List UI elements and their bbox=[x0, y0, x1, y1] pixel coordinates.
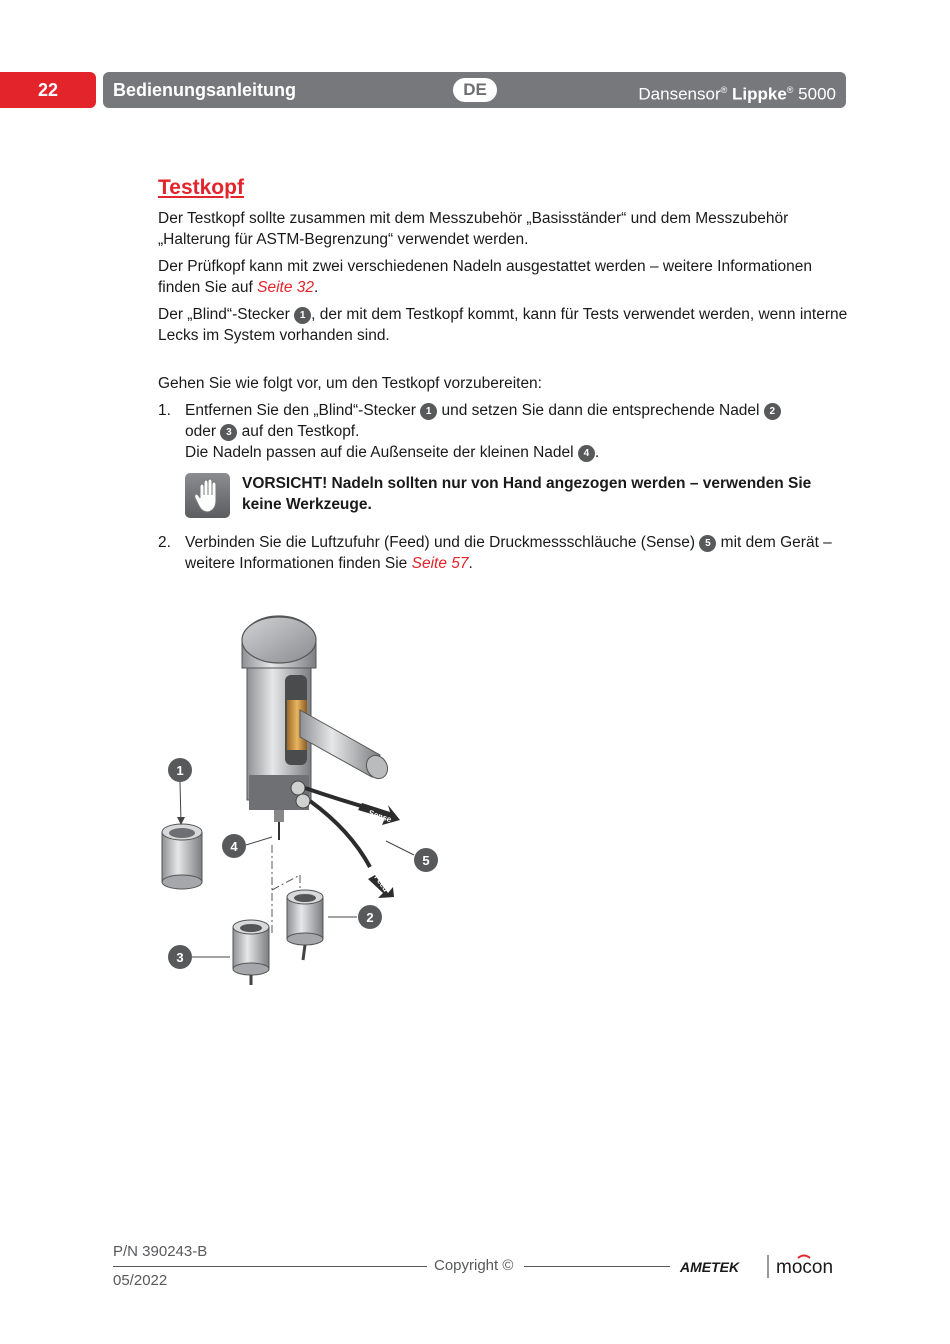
paragraph-3: Der „Blind“-Stecker 1 , der mit dem Testkopf kommt, kann für Tests verwendet werden, wenn interne Lecks im System vorhanden sind. bbox=[158, 306, 848, 344]
section-title: Testkopf bbox=[158, 176, 244, 199]
callout-3 bbox=[168, 945, 192, 969]
feed-arrow bbox=[368, 873, 394, 898]
step-1: 1. Entfernen Sie den „Blind“-Stecker 1 und setzen Sie dann die entsprechende Nadel 2 oder 3 auf den Testkopf. Die Nadeln passen auf die Außenseite der kleinen Nadel 4 . VORSICHT! Nadeln sollten nur von Hand angezogen werden – verwenden Sie keine Werkzeuge. bbox=[158, 400, 848, 518]
needle-2 bbox=[287, 890, 323, 960]
paragraph-1: Der Testkopf sollte zusammen mit dem Messzubehör „Basisständer“ und dem Messzubehör „Halterung für ASTM-Begrenzung“ verwendet werden. bbox=[158, 210, 789, 248]
callout-badge: 4 bbox=[578, 445, 595, 462]
blind-plug bbox=[162, 824, 202, 889]
callout-badge: 1 bbox=[294, 307, 311, 324]
callout-4 bbox=[222, 834, 246, 858]
svg-text:3: 3 bbox=[176, 950, 184, 965]
procedure-intro: Gehen Sie wie folgt vor, um den Testkopf vorzubereiten: bbox=[158, 375, 542, 392]
test-head-arm bbox=[300, 710, 392, 782]
svg-text:AMETEK: AMETEK bbox=[680, 1259, 740, 1275]
page-number: 22 bbox=[0, 72, 96, 108]
test-head-illustration bbox=[150, 605, 460, 1000]
page-link-57[interactable]: Seite 57 bbox=[411, 555, 469, 572]
document-title: Bedienungsanleitung bbox=[113, 80, 297, 100]
hand-stop-icon bbox=[185, 473, 230, 518]
ametek-logo bbox=[678, 1252, 840, 1287]
caution-text: VORSICHT! Nadeln sollten nur von Hand angezogen werden – verwenden Sie keine Werkzeuge. bbox=[242, 475, 812, 513]
procedure-steps bbox=[158, 400, 848, 574]
paragraph-2: Der Prüfkopf kann mit zwei verschiedenen Nadeln ausgestattet werden – weitere Informationen finden Sie auf Seite 32. bbox=[158, 258, 812, 296]
sense-arrow bbox=[358, 803, 400, 825]
page-link-32[interactable]: Seite 32 bbox=[257, 279, 314, 296]
sense-label: Sense bbox=[367, 808, 393, 825]
part-number: P/N 390243-B bbox=[113, 1243, 208, 1260]
footer-divider-right bbox=[524, 1266, 670, 1267]
callout-2 bbox=[358, 905, 382, 929]
callout-badge: 3 bbox=[220, 424, 237, 441]
callout-badge: 2 bbox=[764, 403, 781, 420]
caution-box bbox=[185, 473, 848, 518]
step-2: 2. Verbinden Sie die Luftzufuhr (Feed) und die Druckmessschläuche (Sense) 5 mit dem Gerät – weitere Informationen finden Sie Seite 57. bbox=[158, 534, 832, 572]
callout-5 bbox=[414, 848, 438, 872]
needle-3 bbox=[233, 920, 269, 985]
copyright: Copyright © bbox=[434, 1257, 514, 1274]
document-date: 05/2022 bbox=[113, 1272, 168, 1289]
callout-badge: 5 bbox=[699, 535, 716, 552]
feed-label: Feed bbox=[372, 872, 391, 894]
callout-badge: 1 bbox=[420, 403, 437, 420]
svg-text:4: 4 bbox=[230, 839, 238, 854]
header-bar bbox=[103, 72, 846, 108]
language-badge: DE bbox=[453, 78, 497, 102]
svg-text:2: 2 bbox=[366, 910, 374, 925]
svg-text:1: 1 bbox=[176, 763, 184, 778]
footer-divider-left bbox=[113, 1266, 427, 1267]
product-name: Dansensor® Lippke® 5000 bbox=[638, 84, 836, 104]
callout-1 bbox=[168, 758, 192, 782]
main-content bbox=[158, 174, 848, 580]
svg-text:5: 5 bbox=[422, 853, 430, 868]
mocon-logo: mocon bbox=[776, 1257, 834, 1278]
